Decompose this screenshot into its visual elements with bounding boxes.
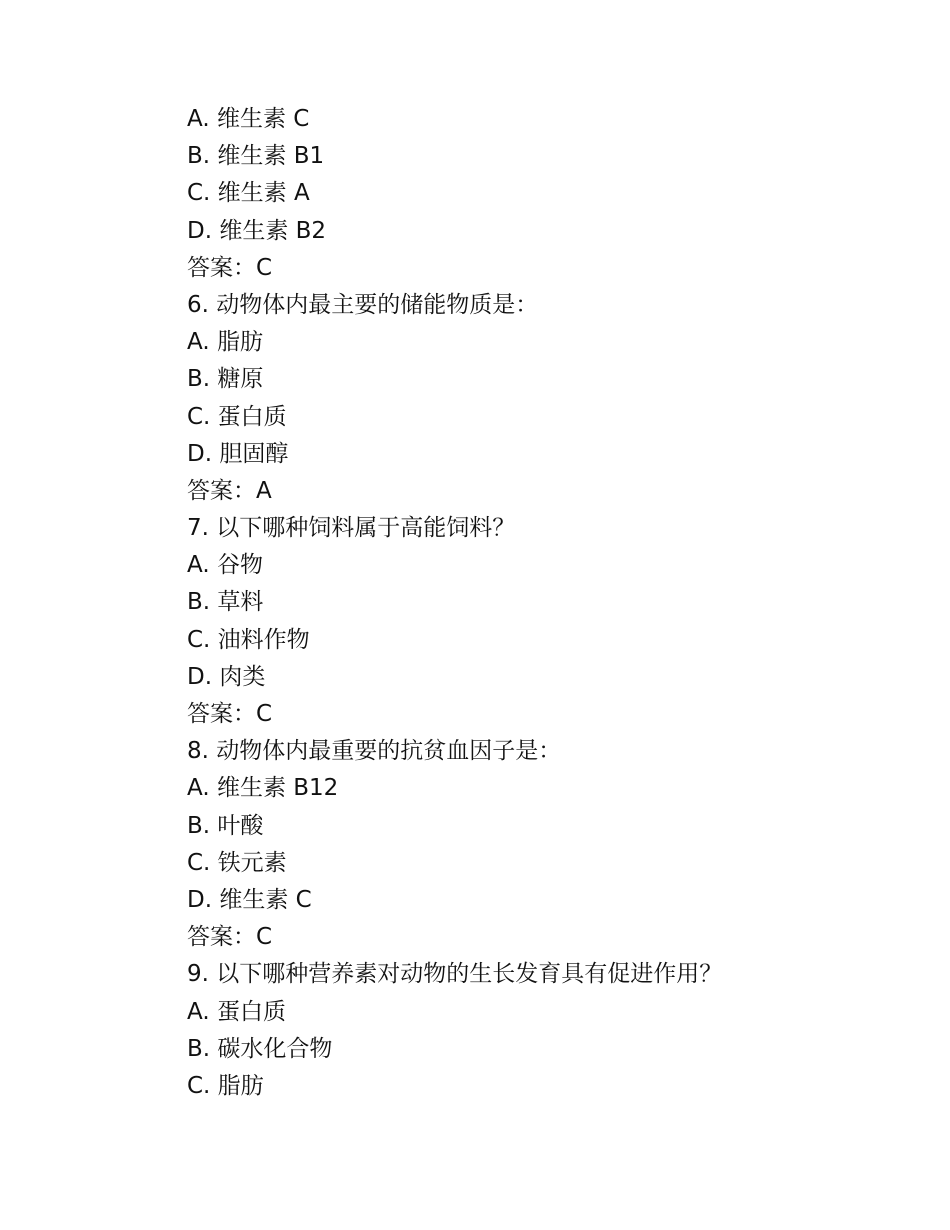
document-text-body [187, 101, 887, 1105]
option-line: B. 碳水化合物 [187, 1035, 333, 1062]
option-line: A. 谷物 [187, 552, 263, 579]
option-line: B. 叶酸 [187, 812, 264, 839]
option-line: B. 糖原 [187, 366, 264, 393]
option-line: A. 维生素 B12 [187, 775, 339, 802]
option-line: C. 维生素 A [187, 180, 310, 207]
question-line: 8. 动物体内最重要的抗贫血因子是： [187, 738, 562, 765]
option-line: C. 蛋白质 [187, 403, 287, 430]
option-line: C. 脂肪 [187, 1072, 264, 1099]
question-line: 6. 动物体内最主要的储能物质是： [187, 291, 539, 318]
question-line: 7. 以下哪种饲料属于高能饲料？ [187, 515, 516, 542]
option-line: D. 肉类 [187, 663, 266, 690]
answer-line: 答案：C [187, 701, 273, 727]
option-line: A. 蛋白质 [187, 998, 286, 1025]
option-line: A. 脂肪 [187, 329, 263, 356]
question-line: 9. 以下哪种营养素对动物的生长发育具有促进作用？ [187, 961, 723, 988]
option-line: B. 维生素 B1 [187, 143, 325, 170]
option-line: C. 铁元素 [187, 849, 287, 876]
option-line: D. 维生素 B2 [187, 217, 327, 244]
option-line: D. 胆固醇 [187, 440, 289, 467]
option-line: A. 维生素 C [187, 106, 310, 132]
answer-line: 答案：A [187, 477, 272, 504]
option-line: C. 油料作物 [187, 626, 310, 653]
option-line: B. 草料 [187, 589, 264, 616]
answer-line: 答案：C [187, 924, 273, 951]
option-line: D. 维生素 C [187, 886, 312, 913]
answer-line: 答案：C [187, 254, 273, 281]
